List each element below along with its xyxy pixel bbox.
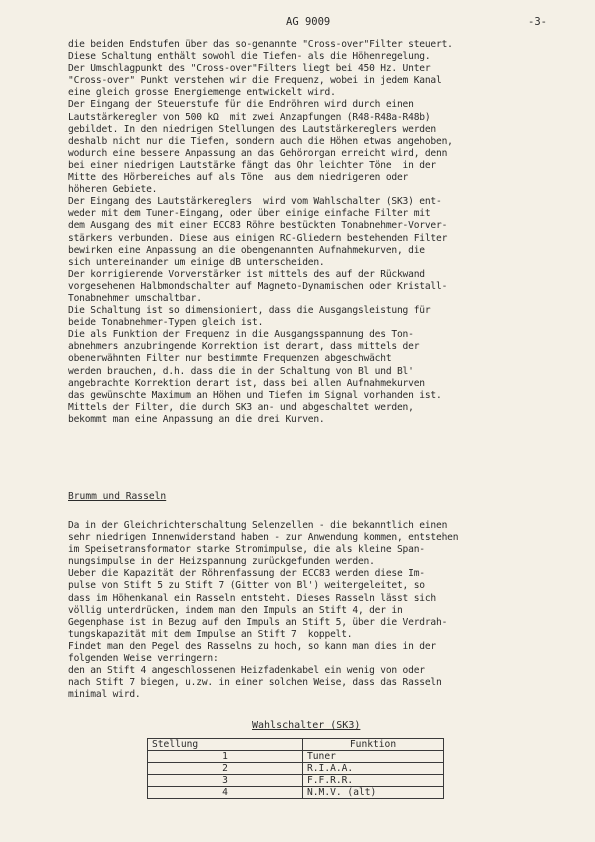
text-line: bei einer niedrigen Lautstärke fängt das Ohr leichter Töne in der [68, 159, 437, 171]
main-paragraphs [68, 39, 556, 426]
text-line: weder mit dem Tuner-Eingang, oder über einige einfache Filter mit [68, 208, 431, 220]
text-line: eine gleich grosse Energiemenge entwickelt wird. [68, 87, 336, 99]
table-caption: Wahlschalter (SK3) [252, 720, 361, 731]
table-row [148, 775, 444, 787]
table-cell: 1 [148, 751, 303, 763]
text-line: tungskapazität mit dem Impulse an Stift 7 koppelt. [68, 628, 353, 640]
text-line: Der Umschlagpunkt des "Cross-over"Filters liegt bei 450 Hz. Unter [68, 63, 431, 75]
text-line: bewirken eine Anpassung an die obengenannten Aufnahmekurven, die [68, 244, 425, 256]
text-line: obenerwähnten Filter nur bestimmte Frequenzen abgeschwächt [68, 353, 392, 365]
text-line: die beiden Endstufen über das so-genannte "Cross-over"Filter steuert. [68, 39, 453, 50]
text-line: vorgesehenen Halbmondschalter auf Magneto-Dynamischen oder Kristall- [68, 280, 448, 292]
text-line: Die Schaltung ist so dimensioniert, dass die Ausgangsleistung für [68, 305, 431, 317]
table-row [148, 763, 444, 775]
section-paragraphs [68, 520, 556, 701]
text-line: "Cross-over" Punkt verstehen wir die Frequenz, wobei in jedem Kanal [68, 75, 442, 87]
table-row [148, 787, 444, 799]
text-line: völlig unterdrücken, indem man den Impuls an Stift 4, der in [68, 604, 403, 616]
switch-table [147, 738, 444, 799]
text-line: das gewünschte Maximum an Höhen und Tiefen im Signal vorhanden ist. [68, 389, 442, 401]
text-line: angebrachte Korrektion derart ist, dass bei allen Aufnahmekurven [68, 377, 425, 389]
text-line: folgenden Weise verringern: [68, 653, 219, 665]
table-cell: 2 [148, 763, 303, 775]
page-number: -3- [528, 16, 547, 28]
text-line: Mitte des Hörbereiches auf als Töne aus dem niedrigeren oder [68, 172, 409, 184]
text-line: abnehmers anzubringende Korrektion ist derart, dass mittels der [68, 341, 420, 353]
text-line: Da in der Gleichrichterschaltung Selenzellen - die bekanntlich einen [68, 520, 448, 531]
text-line: Die als Funktion der Frequenz in die Ausgangsspannung des Ton- [68, 329, 414, 341]
text-line: dem Ausgang des mit einer ECC83 Röhre bestückten Tonabnehmer-Vorver- [68, 220, 448, 232]
text-line: sehr niedrigen Innenwiderstand haben - zur Anwendung kommen, entstehen [68, 532, 459, 544]
document-id: AG 9009 [286, 16, 331, 28]
page-header [0, 16, 595, 30]
text-line: Ueber die Kapazität der Röhrenfassung der ECC83 werden diese Im- [68, 568, 425, 580]
text-line: den an Stift 4 angeschlossenen Heizfadenkabel ein wenig von oder [68, 665, 425, 677]
text-line: deshalb nicht nur die Tiefen, sondern auch die Höhen etwas angehoben, [68, 135, 453, 147]
text-line: höheren Gebiete. [68, 184, 158, 196]
text-line: Mittels der Filter, die durch SK3 an- und abgeschaltet werden, [68, 401, 414, 413]
text-line: nungsimpulse in der Heizspannung zurückgefunden werden. [68, 556, 375, 568]
text-line: beide Tonabnehmer-Typen gleich ist. [68, 317, 264, 329]
table-row [148, 751, 444, 763]
text-line: im Speisetransformator starke Stromimpulse, die als kleine Span- [68, 544, 425, 556]
text-line: sich untereinander um einige dB unterscheiden. [68, 256, 325, 268]
text-line: wodurch eine bessere Anpassung an das Gehörorgan erreicht wird, denn [68, 147, 448, 159]
text-line: nach Stift 7 biegen, u.zw. in einer solchen Weise, dass das Rasseln [68, 677, 442, 689]
text-line: minimal wird. [68, 689, 141, 701]
text-line: stärkers verbunden. Diese aus einigen RC-Gliedern bestehenden Filter [68, 232, 448, 244]
text-line: Der Eingang der Steuerstufe für die Endröhren wird durch einen [68, 99, 414, 111]
table-header-row [148, 739, 444, 751]
text-line: bekommt man eine Anpassung an die drei Kurven. [68, 413, 325, 425]
text-line: werden brauchen, d.h. dass die in der Schaltung von Bl und Bl' [68, 365, 414, 377]
table-cell: F.F.R.R. [303, 775, 444, 787]
text-line: Der korrigierende Vorverstärker ist mittels des auf der Rückwand [68, 268, 425, 280]
table-cell: R.I.A.A. [303, 763, 444, 775]
text-line: Der Eingang des Lautstärkereglers wird vom Wahlschalter (SK3) ent- [68, 196, 442, 208]
table-cell: N.M.V. (alt) [303, 787, 444, 799]
section-heading: Brumm und Rasseln [68, 491, 167, 502]
text-line: Diese Schaltung enthält sowohl die Tiefen- als die Höhenregelung. [68, 51, 431, 63]
text-line: Lautstärkeregler von 500 kΩ mit zwei Anzapfungen (R48-R48a-R48b) [68, 111, 431, 123]
table-cell: Tuner [303, 751, 444, 763]
text-line: pulse von Stift 5 zu Stift 7 (Gitter von Bl') weitergeleitet, so [68, 580, 425, 592]
table-cell: 4 [148, 787, 303, 799]
text-line: Findet man den Pegel des Rasselns zu hoch, so kann man dies in der [68, 640, 437, 652]
text-line: Gegenphase ist in Bezug auf den Impuls an Stift 5, über die Verdrah- [68, 616, 448, 628]
text-line: dass im Höhenkanal ein Rasseln entsteht. Dieses Rasseln lässt sich [68, 592, 437, 604]
table-header-cell: Funktion [303, 739, 444, 751]
text-line: Tonabnehmer umschaltbar. [68, 292, 202, 304]
table-header-cell: Stellung [148, 739, 303, 751]
table-cell: 3 [148, 775, 303, 787]
text-line: gebildet. In den niedrigen Stellungen des Lautstärkereglers werden [68, 123, 437, 135]
